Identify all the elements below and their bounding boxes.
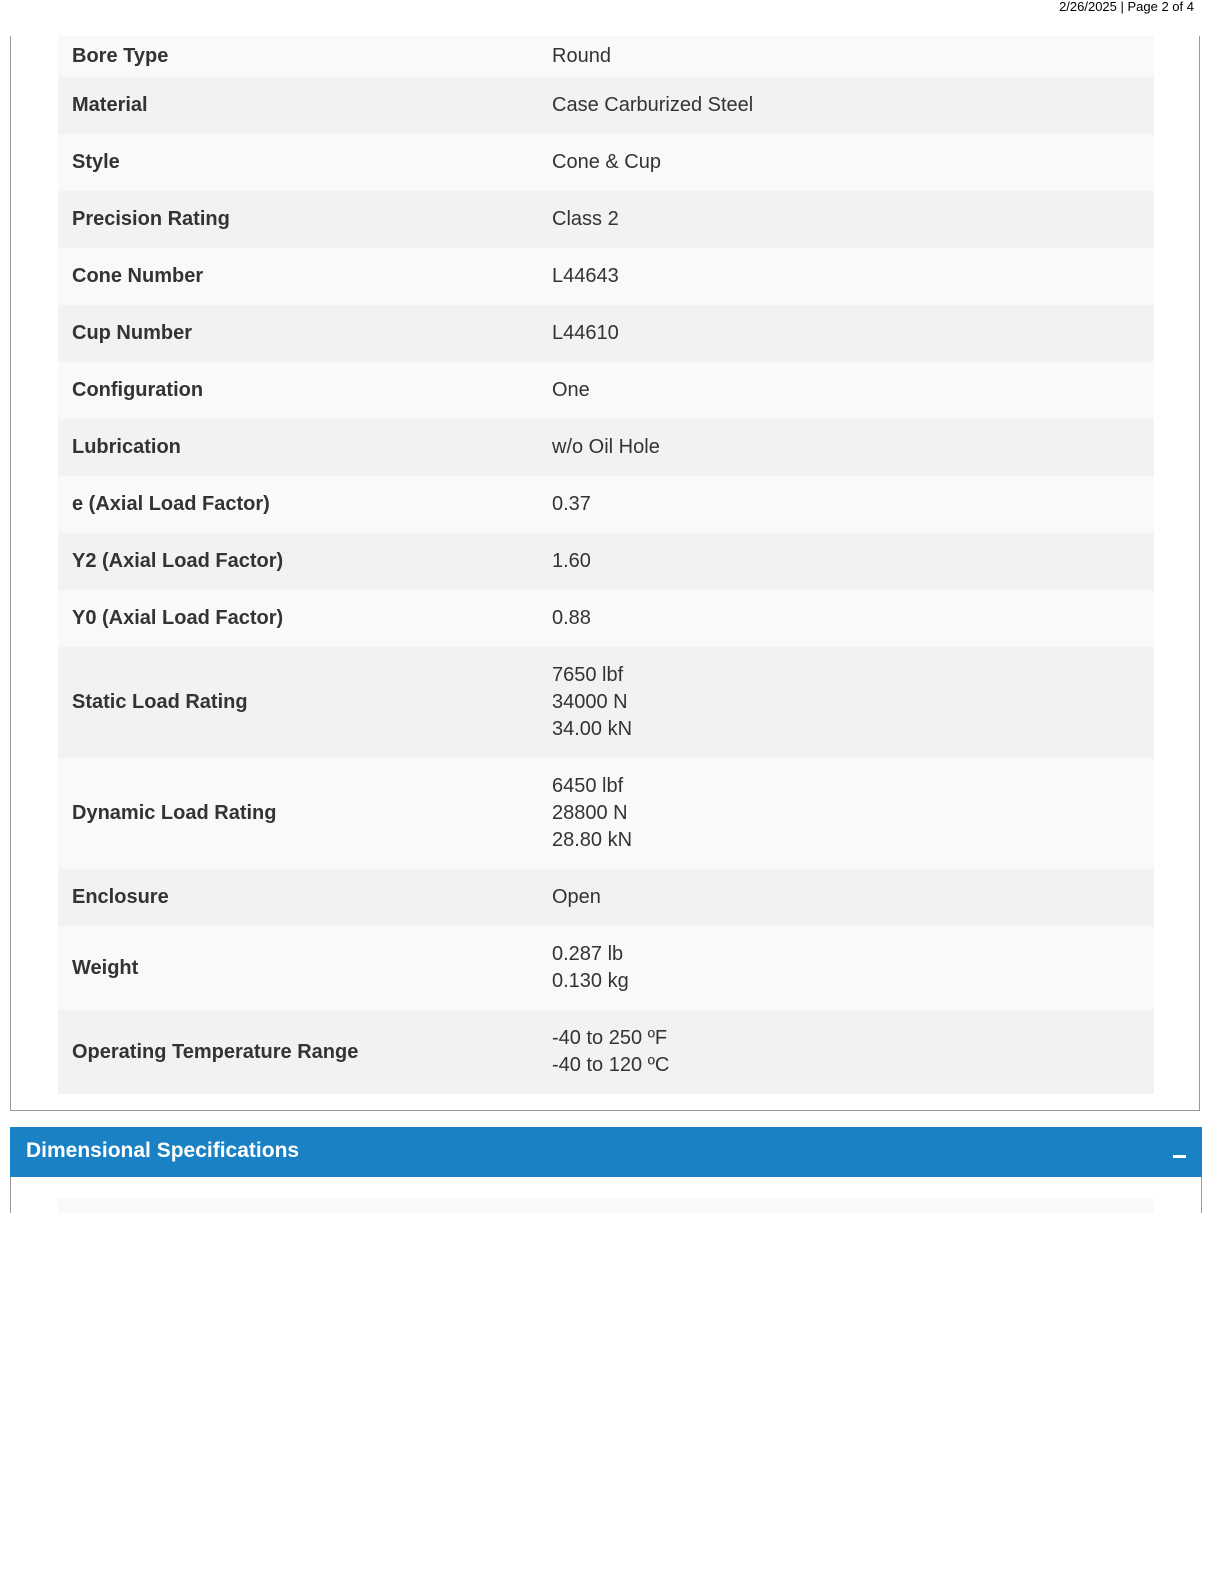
table-row — [58, 758, 1154, 869]
row-label: Material — [58, 77, 552, 134]
table-row — [58, 869, 1154, 926]
row-label: Style — [58, 134, 552, 191]
table-row — [58, 419, 1154, 476]
row-value: Round — [552, 36, 1154, 77]
table-row — [58, 362, 1154, 419]
row-value: 1.60 — [552, 533, 1154, 590]
value-line: 34.00 kN — [552, 718, 633, 740]
row-value — [552, 1010, 1154, 1094]
row-value: Open — [552, 869, 1154, 926]
value-line: -40 to 120 ºC — [552, 1054, 670, 1076]
minus-icon[interactable] — [1173, 1155, 1186, 1158]
value-line: 28.80 kN — [552, 829, 633, 851]
row-value: Case Carburized Steel — [552, 77, 1154, 134]
row-value: L44643 — [552, 248, 1154, 305]
row-value — [552, 926, 1154, 1010]
row-value: Class 2 — [552, 191, 1154, 248]
table-row — [58, 647, 1154, 758]
row-label: Cup Number — [58, 305, 552, 362]
dimensional-specifications-header[interactable] — [10, 1127, 1202, 1177]
table-row — [58, 476, 1154, 533]
row-label: Precision Rating — [58, 191, 552, 248]
specifications-table — [58, 36, 1154, 1094]
row-label: Weight — [58, 926, 552, 1010]
value-line: 6450 lbf — [552, 775, 624, 797]
value-line: 28800 N — [552, 802, 628, 824]
table-row — [58, 36, 1154, 77]
dimensional-specifications-panel — [10, 1177, 1202, 1213]
row-label: Dynamic Load Rating — [58, 758, 552, 869]
row-value: L44610 — [552, 305, 1154, 362]
row-value — [552, 647, 1154, 758]
row-label: Cone Number — [58, 248, 552, 305]
row-label: Lubrication — [58, 419, 552, 476]
table-row — [58, 191, 1154, 248]
row-label: Operating Temperature Range — [58, 1010, 552, 1094]
row-value: w/o Oil Hole — [552, 419, 1154, 476]
specifications-panel — [10, 36, 1200, 1111]
page-header-date: 2/26/2025 | Page 2 of 4 — [1059, 0, 1194, 14]
row-value — [552, 758, 1154, 869]
row-value: One — [552, 362, 1154, 419]
table-row — [58, 134, 1154, 191]
table-row — [58, 1198, 1154, 1213]
value-line: 0.130 kg — [552, 970, 629, 992]
table-row — [58, 590, 1154, 647]
row-label: Enclosure — [58, 869, 552, 926]
row-label: Y0 (Axial Load Factor) — [58, 590, 552, 647]
row-label: Bore Type — [58, 36, 552, 77]
row-value: 0.88 — [552, 590, 1154, 647]
row-value: 0.37 — [552, 476, 1154, 533]
row-label: Y2 (Axial Load Factor) — [58, 533, 552, 590]
value-line: 7650 lbf — [552, 664, 624, 686]
table-row — [58, 926, 1154, 1010]
table-row — [58, 77, 1154, 134]
table-row — [58, 1010, 1154, 1094]
table-row — [58, 248, 1154, 305]
table-row — [58, 533, 1154, 590]
section-title: Dimensional Specifications — [26, 1139, 300, 1162]
value-line: 34000 N — [552, 691, 628, 713]
row-label: Configuration — [58, 362, 552, 419]
table-row — [58, 305, 1154, 362]
row-label: e (Axial Load Factor) — [58, 476, 552, 533]
value-line: -40 to 250 ºF — [552, 1027, 668, 1049]
value-line: 0.287 lb — [552, 943, 624, 965]
row-label: Static Load Rating — [58, 647, 552, 758]
row-value: Cone & Cup — [552, 134, 1154, 191]
